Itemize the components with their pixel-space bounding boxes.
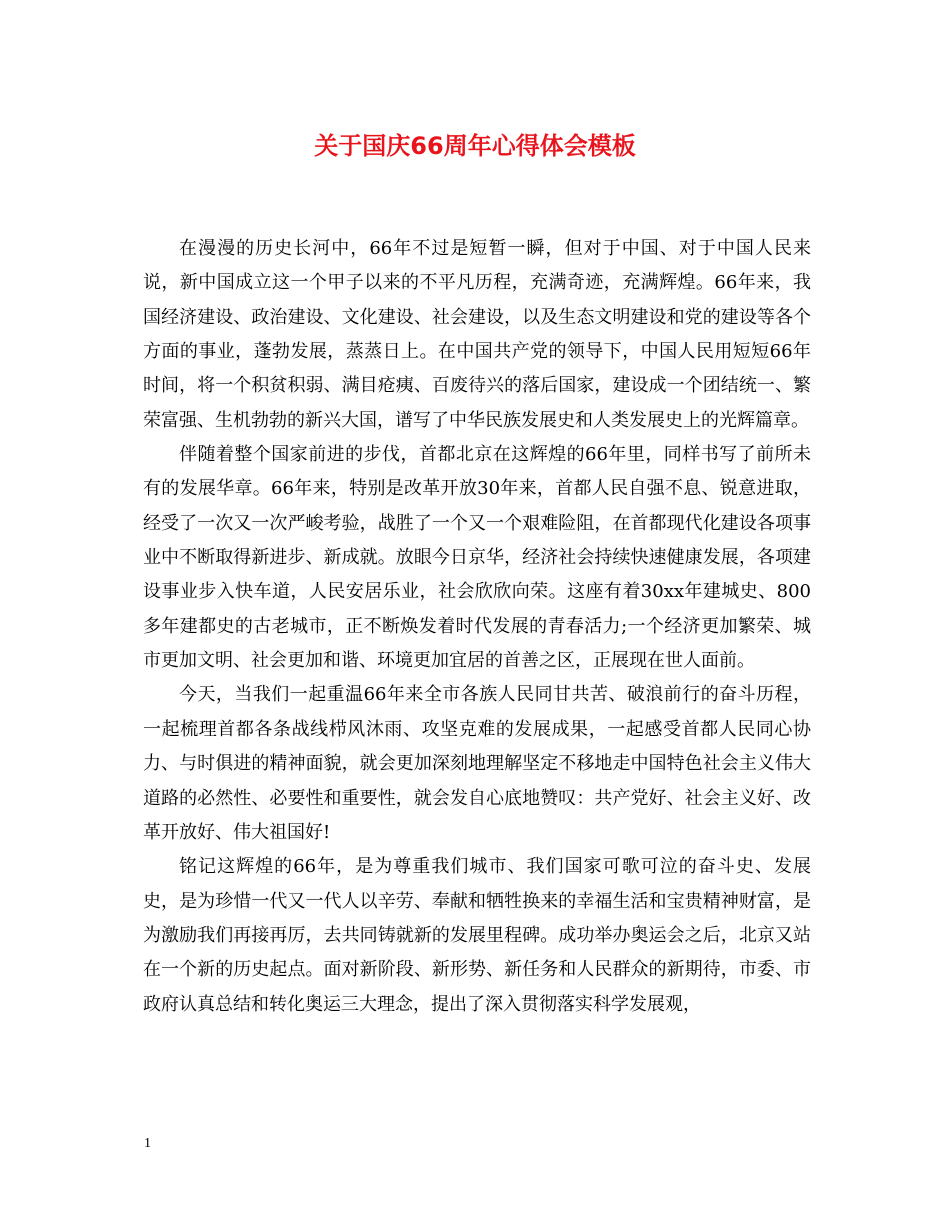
paragraph-2: 伴随着整个国家前进的步伐，首都北京在这辉煌的66年里，同样书写了前所未有的发展华章。66年来，特别是改革开放30年来，首都人民自强不息、锐意进取，经受了一次又一次严峻考验，战胜了一个又一个艰难险阻，在首都现代化建设各项事业中不断取得新进步、新成就。放眼今日京华，经济社会持续快速健康发展，各项建设事业步入快车道，人民安居乐业，社会欣欣向荣。这座有着30xx年建城史、800多年建都史的古老城市，正不断焕发着时代发展的青春活力;一个经济更加繁荣、城市更加文明、社会更加和谐、环境更加宜居的首善之区，正展现在世人面前。: [143, 444, 811, 672]
paragraph-3: 今天，当我们一起重温66年来全市各族人民同甘共苦、破浪前行的奋斗历程，一起梳理首都各条战线栉风沐雨、攻坚克难的发展成果，一起感受首都人民同心协力、与时俱进的精神面貌，就会更加深刻地理解坚定不移地走中国特色社会主义伟大道路的必然性、必要性和重要性，就会发自心底地赞叹：共产党好、社会主义好、改革开放好、伟大祖国好!: [143, 684, 811, 843]
paragraph-1: 在漫漫的历史长河中，66年不过是短暂一瞬，但对于中国、对于中国人民来说，新中国成立这一个甲子以来的不平凡历程，充满奇迹，充满辉煌。66年来，我国经济建设、政治建设、文化建设、社会建设，以及生态文明建设和党的建设等各个方面的事业，蓬勃发展，蒸蒸日上。在中国共产党的领导下，中国人民用短短66年时间，将一个积贫积弱、满目疮痍、百废待兴的落后国家，建设成一个团结统一、繁荣富强、生机勃勃的新兴大国，谱写了中华民族发展史和人类发展史上的光辉篇章。: [143, 238, 811, 431]
document-body: [143, 232, 811, 1022]
paragraph-4: 铭记这辉煌的66年，是为尊重我们城市、我们国家可歌可泣的奋斗史、发展史，是为珍惜一代又一代人以辛劳、奉献和牺牲换来的幸福生活和宝贵精神财富，是为激励我们再接再厉，去共同铸就新的发展里程碑。成功举办奥运会之后，北京又站在一个新的历史起点。面对新阶段、新形势、新任务和人民群众的新期待，市委、市政府认真总结和转化奥运三大理念，提出了深入贯彻落实科学发展观，: [143, 856, 811, 1015]
page-number: 1: [144, 1136, 151, 1151]
document-title: 关于国庆66周年心得体会模板: [314, 132, 636, 160]
